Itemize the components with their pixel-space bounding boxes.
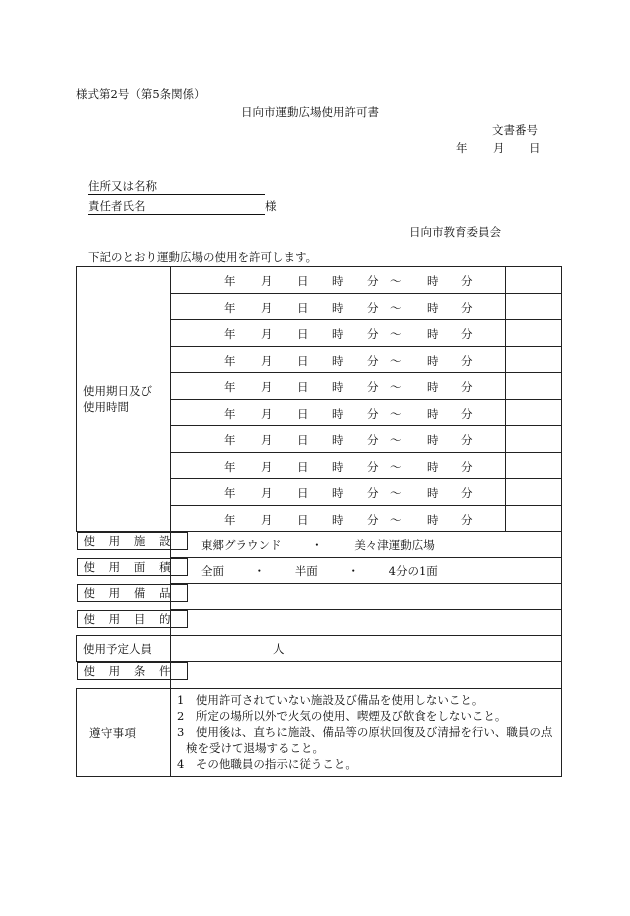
conditions-value bbox=[171, 662, 562, 689]
datetime-unit-mi: 分 bbox=[367, 327, 379, 341]
period-label-line2: 使用時間 bbox=[83, 400, 129, 414]
datetime-cell bbox=[171, 479, 506, 506]
datetime-unit-tilde: 〜 bbox=[390, 512, 402, 527]
rules-label-cell bbox=[77, 689, 171, 777]
purpose-row bbox=[77, 610, 562, 636]
datetime-unit-m: 月 bbox=[261, 274, 273, 288]
extra-cell bbox=[506, 452, 562, 479]
datetime-unit-tilde: 〜 bbox=[390, 300, 402, 315]
datetime-line bbox=[171, 347, 505, 373]
rule-item-2: 2 所定の場所以外で火気の使用、喫煙及び飲食をしないこと。 bbox=[177, 709, 507, 723]
extra-cell bbox=[506, 426, 562, 453]
label-char: 条 bbox=[133, 664, 146, 678]
representative-field bbox=[88, 198, 277, 215]
datetime-unit-mi2: 分 bbox=[461, 300, 473, 315]
datetime-unit-mi2: 分 bbox=[461, 353, 473, 368]
extra-cell bbox=[506, 267, 562, 294]
datetime-unit-mi2: 分 bbox=[461, 433, 473, 447]
datetime-line bbox=[171, 426, 505, 452]
area-separator-1: ・ bbox=[253, 563, 266, 578]
datetime-cell bbox=[171, 399, 506, 426]
page-title: 日向市運動広場使用許可書 bbox=[241, 105, 379, 119]
datetime-unit-y: 年 bbox=[224, 327, 236, 341]
datetime-unit-tilde: 〜 bbox=[390, 406, 402, 421]
datetime-unit-d: 日 bbox=[297, 512, 309, 527]
datetime-unit-mi: 分 bbox=[367, 406, 379, 421]
datetime-line bbox=[171, 320, 505, 346]
rule-item-1: 1 使用許可されていない施設及び備品を使用しないこと。 bbox=[177, 693, 484, 707]
facility-separator: ・ bbox=[311, 537, 323, 552]
datetime-unit-h: 時 bbox=[332, 300, 344, 315]
label-char: 使 bbox=[83, 585, 95, 600]
datetime-unit-tilde: 〜 bbox=[390, 380, 402, 394]
datetime-unit-d: 日 bbox=[297, 327, 309, 341]
datetime-unit-d: 日 bbox=[297, 274, 309, 288]
month-label: 月 bbox=[493, 141, 505, 155]
datetime-unit-h2: 時 bbox=[427, 327, 439, 341]
datetime-unit-h2: 時 bbox=[427, 274, 439, 288]
datetime-unit-h: 時 bbox=[332, 327, 344, 341]
issuer-name: 日向市教育委員会 bbox=[409, 225, 501, 239]
people-value bbox=[171, 636, 562, 662]
extra-cell bbox=[506, 346, 562, 373]
datetime-line bbox=[171, 506, 505, 532]
datetime-unit-m: 月 bbox=[261, 433, 273, 447]
datetime-cell bbox=[171, 346, 506, 373]
document-number-label: 文書番号 bbox=[492, 123, 538, 137]
people-unit: 人 bbox=[273, 641, 285, 656]
datetime-unit-mi: 分 bbox=[367, 380, 379, 394]
datetime-line bbox=[171, 373, 505, 399]
datetime-unit-y: 年 bbox=[224, 406, 236, 421]
datetime-unit-d: 日 bbox=[297, 300, 309, 315]
datetime-unit-h: 時 bbox=[332, 353, 344, 368]
label-char: 用 bbox=[108, 611, 121, 626]
label-char: 項 bbox=[124, 725, 136, 740]
datetime-unit-mi2: 分 bbox=[461, 274, 473, 288]
extra-cell bbox=[506, 505, 562, 532]
area-option-quarter: 4分の1面 bbox=[388, 563, 438, 578]
datetime-unit-m: 月 bbox=[261, 406, 273, 421]
day-label: 日 bbox=[529, 141, 541, 155]
datetime-unit-h2: 時 bbox=[427, 459, 439, 474]
period-label-cell bbox=[77, 267, 171, 532]
datetime-unit-d: 日 bbox=[297, 459, 309, 474]
extra-cell bbox=[506, 320, 562, 347]
people-row bbox=[77, 636, 562, 662]
datetime-unit-h2: 時 bbox=[427, 512, 439, 527]
label-char: 使 bbox=[83, 664, 95, 678]
address-label: 住所又は名称 bbox=[88, 178, 265, 195]
honorific: 様 bbox=[265, 199, 277, 213]
datetime-cell bbox=[171, 293, 506, 320]
datetime-unit-h2: 時 bbox=[427, 353, 439, 368]
datetime-unit-y: 年 bbox=[224, 486, 236, 500]
datetime-cell bbox=[171, 267, 506, 294]
form-number: 様式第2号（第5条関係） bbox=[76, 87, 206, 101]
datetime-unit-m: 月 bbox=[261, 327, 273, 341]
datetime-unit-m: 月 bbox=[261, 459, 273, 474]
datetime-unit-d: 日 bbox=[297, 380, 309, 394]
label-char: 使 bbox=[83, 534, 95, 548]
datetime-unit-mi2: 分 bbox=[461, 327, 473, 341]
datetime-unit-d: 日 bbox=[297, 433, 309, 447]
datetime-unit-h2: 時 bbox=[427, 300, 439, 315]
datetime-unit-mi: 分 bbox=[367, 459, 379, 474]
datetime-cell bbox=[171, 426, 506, 453]
datetime-unit-h: 時 bbox=[332, 459, 344, 474]
purpose-value bbox=[171, 610, 562, 636]
datetime-unit-h2: 時 bbox=[427, 380, 439, 394]
rule-item-4: 4 その他職員の指示に従うこと。 bbox=[177, 757, 357, 771]
datetime-line bbox=[171, 453, 505, 479]
datetime-cell bbox=[171, 505, 506, 532]
datetime-unit-mi2: 分 bbox=[461, 380, 473, 394]
facility-option-togo: 東郷グラウンド bbox=[201, 537, 282, 552]
datetime-unit-tilde: 〜 bbox=[390, 353, 402, 368]
issue-date bbox=[456, 140, 541, 156]
datetime-unit-mi2: 分 bbox=[461, 486, 473, 500]
datetime-unit-h: 時 bbox=[332, 512, 344, 527]
rules-list bbox=[171, 689, 562, 777]
label-char: 用 bbox=[108, 559, 121, 574]
rule-item-3: 3 使用後は、直ちに施設、備品等の原状回復及び清掃を行い、職員の点 bbox=[177, 725, 553, 739]
datetime-unit-mi: 分 bbox=[367, 486, 379, 500]
datetime-unit-y: 年 bbox=[224, 353, 236, 368]
datetime-unit-d: 日 bbox=[297, 486, 309, 500]
datetime-unit-mi: 分 bbox=[367, 512, 379, 527]
address-field bbox=[88, 178, 265, 195]
datetime-unit-tilde: 〜 bbox=[390, 274, 402, 288]
datetime-unit-m: 月 bbox=[261, 380, 273, 394]
label-char: 用 bbox=[108, 664, 121, 678]
area-row bbox=[77, 558, 562, 584]
datetime-unit-m: 月 bbox=[261, 486, 273, 500]
rules-row bbox=[77, 689, 562, 777]
datetime-cell bbox=[171, 452, 506, 479]
datetime-unit-mi2: 分 bbox=[461, 406, 473, 421]
datetime-cell bbox=[171, 373, 506, 400]
datetime-unit-m: 月 bbox=[261, 300, 273, 315]
facility-value bbox=[171, 532, 562, 558]
label-char: 施 bbox=[133, 534, 146, 548]
datetime-unit-h: 時 bbox=[332, 433, 344, 447]
datetime-unit-h2: 時 bbox=[427, 433, 439, 447]
datetime-unit-mi: 分 bbox=[367, 274, 379, 288]
datetime-unit-y: 年 bbox=[224, 380, 236, 394]
rule-item-3-cont: 検を受けて退場すること。 bbox=[186, 741, 324, 755]
period-label-line1: 使用期日及び bbox=[83, 384, 152, 398]
label-char: 遵 bbox=[89, 725, 101, 740]
datetime-line bbox=[171, 400, 505, 426]
datetime-unit-y: 年 bbox=[224, 512, 236, 527]
datetime-unit-y: 年 bbox=[224, 300, 236, 315]
datetime-unit-d: 日 bbox=[297, 406, 309, 421]
datetime-unit-mi2: 分 bbox=[461, 512, 473, 527]
datetime-line bbox=[171, 267, 505, 293]
label-char: 目 bbox=[133, 611, 146, 626]
datetime-unit-y: 年 bbox=[224, 274, 236, 288]
datetime-unit-mi2: 分 bbox=[461, 459, 473, 474]
datetime-unit-h2: 時 bbox=[427, 486, 439, 500]
datetime-unit-tilde: 〜 bbox=[390, 327, 402, 341]
intro-text: 下記のとおり運動広場の使用を許可します。 bbox=[88, 250, 318, 264]
datetime-unit-h: 時 bbox=[332, 274, 344, 288]
label-char: 使 bbox=[83, 611, 95, 626]
extra-cell bbox=[506, 293, 562, 320]
datetime-unit-y: 年 bbox=[224, 433, 236, 447]
datetime-line bbox=[171, 479, 505, 505]
extra-cell bbox=[506, 399, 562, 426]
equipment-value bbox=[171, 584, 562, 610]
datetime-unit-h2: 時 bbox=[427, 406, 439, 421]
period-row bbox=[77, 267, 562, 294]
datetime-unit-m: 月 bbox=[261, 512, 273, 527]
facility-row bbox=[77, 532, 562, 558]
year-label: 年 bbox=[456, 141, 468, 155]
rules-label bbox=[83, 725, 152, 741]
people-label: 使用予定人員 bbox=[77, 636, 171, 662]
label-char: 事 bbox=[112, 725, 125, 740]
datetime-unit-mi: 分 bbox=[367, 300, 379, 315]
datetime-unit-mi: 分 bbox=[367, 353, 379, 368]
label-char: 設 bbox=[158, 534, 171, 548]
equipment-row bbox=[77, 584, 562, 610]
datetime-unit-tilde: 〜 bbox=[390, 486, 402, 500]
label-char: 件 bbox=[158, 664, 171, 678]
datetime-line bbox=[171, 294, 505, 320]
facility-option-mimitsu: 美々津運動広場 bbox=[354, 537, 435, 552]
datetime-unit-h: 時 bbox=[332, 380, 344, 394]
label-char: 備 bbox=[133, 585, 146, 600]
label-char: 用 bbox=[108, 585, 121, 600]
permit-table bbox=[76, 266, 562, 777]
label-char: 的 bbox=[158, 611, 171, 626]
label-char: 積 bbox=[158, 559, 171, 574]
datetime-unit-h: 時 bbox=[332, 406, 344, 421]
extra-cell bbox=[506, 479, 562, 506]
area-option-half: 半面 bbox=[294, 563, 318, 578]
datetime-cell bbox=[171, 320, 506, 347]
area-separator-2: ・ bbox=[347, 563, 359, 578]
area-option-full: 全面 bbox=[201, 563, 224, 578]
datetime-unit-d: 日 bbox=[297, 353, 309, 368]
datetime-unit-tilde: 〜 bbox=[390, 459, 402, 474]
datetime-unit-y: 年 bbox=[224, 459, 236, 474]
label-char: 用 bbox=[108, 534, 121, 548]
area-value bbox=[171, 558, 562, 584]
label-char: 守 bbox=[100, 725, 113, 740]
label-char: 使 bbox=[83, 559, 95, 574]
datetime-unit-m: 月 bbox=[261, 353, 273, 368]
extra-cell bbox=[506, 373, 562, 400]
datetime-unit-mi: 分 bbox=[367, 433, 379, 447]
label-char: 面 bbox=[133, 559, 146, 574]
datetime-unit-h: 時 bbox=[332, 486, 344, 500]
representative-label: 責任者氏名 bbox=[88, 198, 265, 215]
datetime-unit-tilde: 〜 bbox=[390, 433, 402, 447]
label-char: 品 bbox=[158, 585, 171, 600]
conditions-row bbox=[77, 662, 562, 689]
